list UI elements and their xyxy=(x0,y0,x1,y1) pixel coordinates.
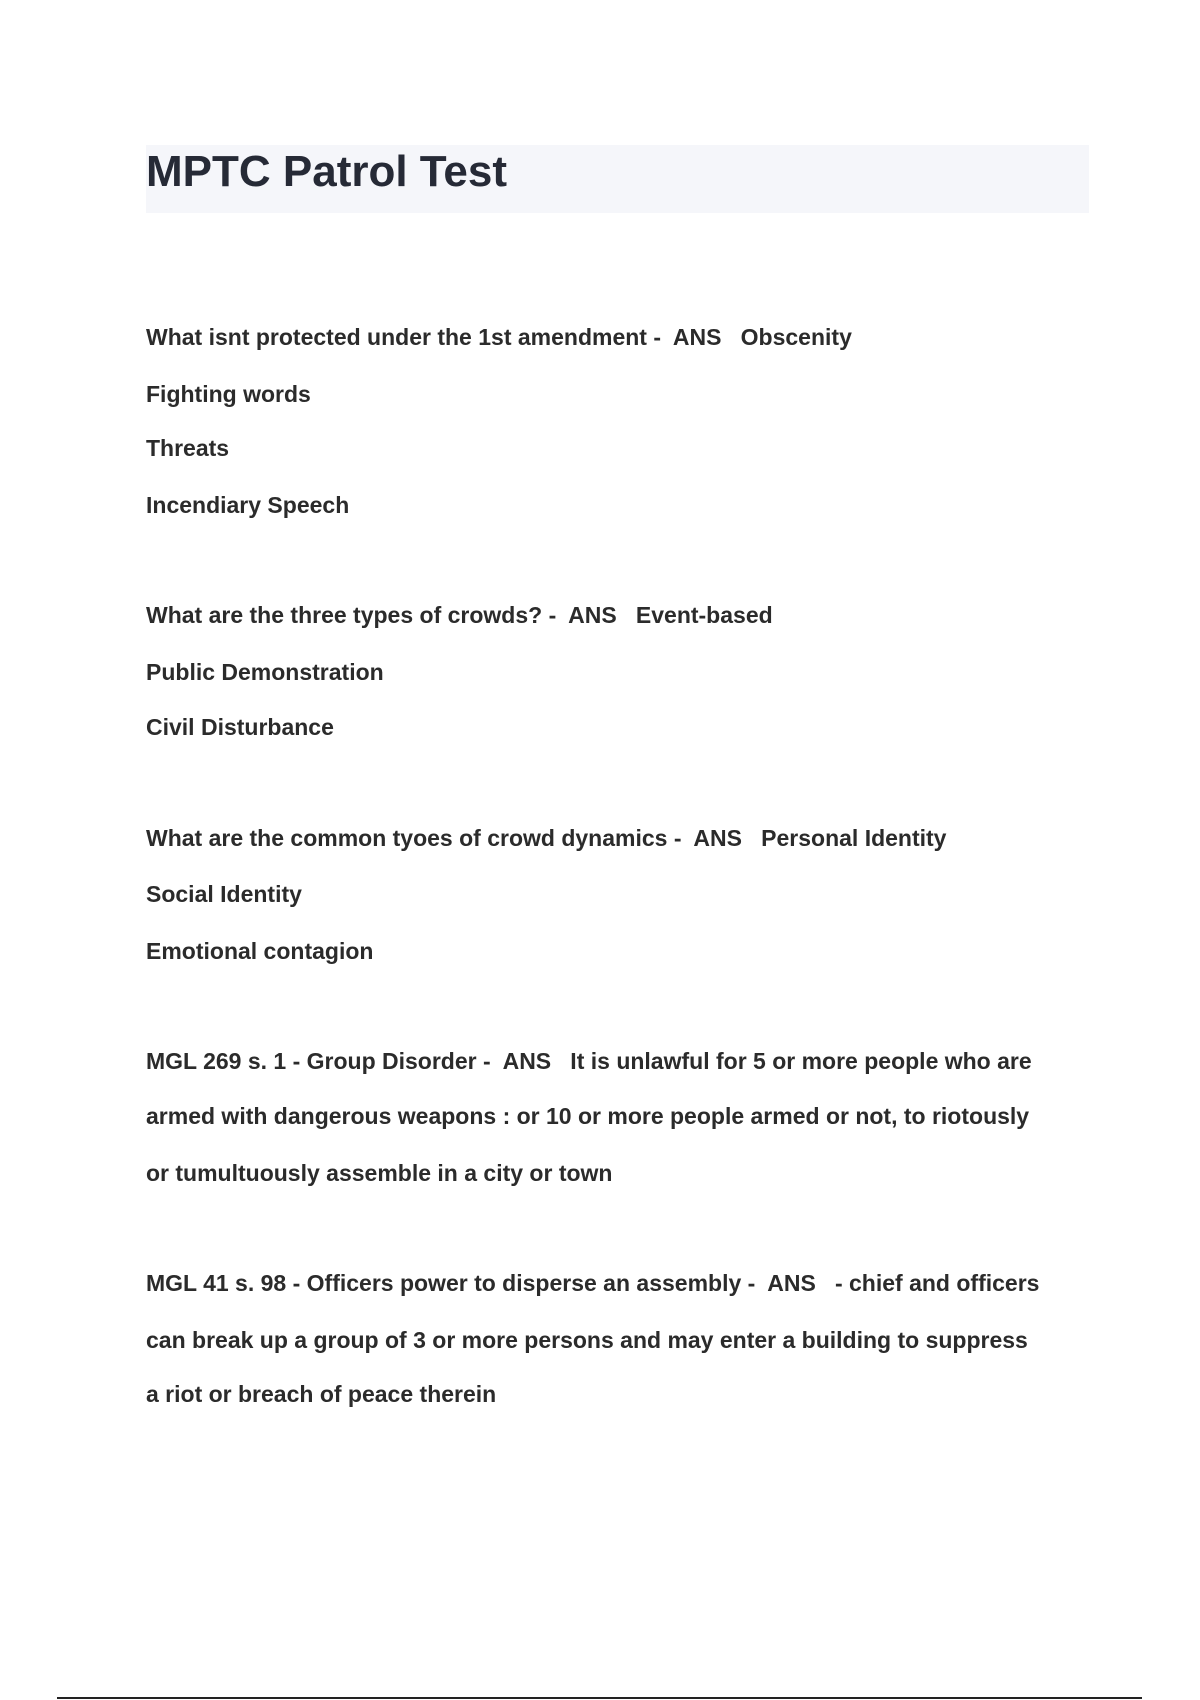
qa-1-answer-line: Fighting words xyxy=(146,381,311,407)
qa-1-answer-line: Threats xyxy=(146,435,230,461)
qa-5-question-line: MGL 41 s. 98 - Officers power to disperse an assembly - ANS - chief and officers xyxy=(146,1270,1040,1296)
qa-5-answer-line: can break up a group of 3 or more persons and may enter a building to suppress xyxy=(146,1327,1028,1353)
footer-divider xyxy=(57,1697,1142,1699)
qa-1-question-line: What isnt protected under the 1st amendment - ANS Obscenity xyxy=(146,324,852,350)
qa-4-question-line: MGL 269 s. 1 - Group Disorder - ANS It is unlawful for 5 or more people who are xyxy=(146,1048,1032,1074)
qa-3-answer-line: Social Identity xyxy=(146,881,302,907)
qa-5-answer-line: a riot or breach of peace therein xyxy=(146,1381,497,1407)
qa-4-answer-line: or tumultuously assemble in a city or town xyxy=(146,1160,613,1186)
qa-3-answer-line: Emotional contagion xyxy=(146,938,374,964)
qa-2-question-line: What are the three types of crowds? - ANS Event-based xyxy=(146,602,773,628)
qa-2-answer-line: Public Demonstration xyxy=(146,659,384,685)
page-title: MPTC Patrol Test xyxy=(146,147,508,196)
qa-2-answer-line: Civil Disturbance xyxy=(146,714,334,740)
qa-4-answer-line: armed with dangerous weapons : or 10 or more people armed or not, to riotously xyxy=(146,1103,1030,1129)
qa-1-answer-line: Incendiary Speech xyxy=(146,492,350,518)
qa-3-question-line: What are the common tyoes of crowd dynamics - ANS Personal Identity xyxy=(146,825,947,851)
